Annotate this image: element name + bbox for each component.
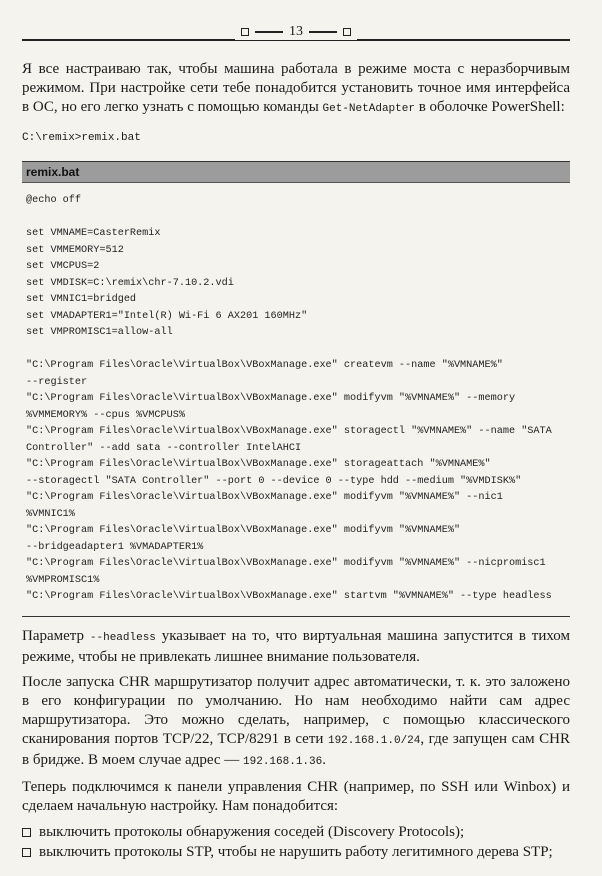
body-text [22, 627, 570, 862]
code-line: set VMADAPTER1="Intel(R) Wi-Fi 6 AX201 160MHz" [26, 310, 308, 322]
page-header [22, 0, 570, 46]
para1-text: Параметр [22, 627, 90, 644]
code-line: @echo off [26, 195, 82, 206]
code-line: Controller" --add sata --controller IntelAHCI [26, 442, 302, 454]
para2-text: После запуска CHR маршрутизатор получит адрес автоматически, т. к. это заложено в его конфигурации по умолчанию. Но нам необходимо найти сам адрес маршрутизатора. Это можно сделать, например, с помощью классического сканирования портов TCP/22, TCP/8291 в сети [22, 673, 570, 747]
code-line: %VMNIC1% [26, 508, 75, 520]
page-number: 13 [289, 24, 303, 39]
code-line: --storagectl "SATA Controller" --port 0 --device 0 --type hdd --medium "%VMDISK%" [26, 475, 522, 487]
para2-address-code: 192.168.1.36 [243, 755, 323, 768]
paragraph-headless [22, 627, 570, 667]
code-line: "C:\Program Files\Oracle\VirtualBox\VBoxManage.exe" modifyvm "%VMNAME%" --nicpromisc1 [26, 558, 546, 569]
para1-text-end: указывает на то, что виртуальная машина запустится в тихом режиме, чтобы не привлекать лишнее внимание пользователя. [22, 627, 570, 665]
intro-text: Я все настраиваю так, чтобы машина работала в режиме моста с неразборчивым режимом. При настройке сети тебе понадобится установить точное имя интерфейса в ОС, но его легко узнать с помощью команды [22, 61, 570, 115]
code-line: "C:\Program Files\Oracle\VirtualBox\VBoxManage.exe" modifyvm "%VMNAME%" --memory [26, 393, 516, 404]
code-line: set VMMEMORY=512 [26, 244, 124, 256]
intro-command: Get-NetAdapter [322, 103, 415, 115]
bullet-square-icon [22, 828, 31, 837]
code-line: "C:\Program Files\Oracle\VirtualBox\VBoxManage.exe" storageattach "%VMNAME%" [26, 459, 491, 470]
paragraph-connect: Теперь подключимся к панели управления CHR (например, по SSH или Winbox) и сделаем начальную настройку. Нам понадобится: [22, 778, 570, 814]
code-line [26, 210, 570, 227]
code-line: set VMPROMISC1=allow-all [26, 327, 173, 338]
para2-text-mid: , где запущен сам CHR в бридже. В моем случае адрес — [22, 730, 570, 768]
bullet-square-icon [22, 848, 31, 857]
code-line: set VMNIC1=bridged [26, 294, 137, 305]
code-line: %VMMEMORY% --cpus %VMCPUS% [26, 409, 185, 421]
code-line: set VMCPUS=2 [26, 261, 100, 272]
code-line: "C:\Program Files\Oracle\VirtualBox\VBoxManage.exe" modifyvm "%VMNAME%" [26, 525, 461, 536]
header-dash-right [309, 31, 337, 33]
intro-paragraph [22, 60, 570, 119]
header-square-right-icon [343, 28, 351, 36]
para2-network-code: 192.168.1.0/24 [327, 734, 421, 747]
book-page [22, 0, 570, 862]
code-line: "C:\Program Files\Oracle\VirtualBox\VBoxManage.exe" startvm "%VMNAME%" --type headless [26, 591, 552, 602]
intro-text-end: в оболочке PowerShell: [414, 99, 565, 115]
list-item [22, 842, 570, 862]
code-listing [26, 193, 570, 606]
header-dash-left [255, 31, 283, 33]
code-line: --register [26, 376, 88, 388]
code-listing-title: remix.bat [22, 161, 570, 183]
code-line: set VMDISK=C:\remix\chr-7.10.2.vdi [26, 277, 234, 289]
code-line: "C:\Program Files\Oracle\VirtualBox\VBoxManage.exe" createvm --name "%VMNAME%" [26, 360, 503, 371]
code-line: --bridgeadapter1 %VMADAPTER1% [26, 541, 204, 553]
page-number-block [22, 24, 570, 41]
code-line [26, 342, 570, 359]
code-listing-end-rule [22, 616, 570, 617]
list-item [22, 822, 570, 842]
command-prompt-line: C:\remix>remix.bat [22, 132, 141, 144]
paragraph-router-address [22, 673, 570, 772]
code-line: "C:\Program Files\Oracle\VirtualBox\VBoxManage.exe" modifyvm "%VMNAME%" --nic1 [26, 492, 503, 503]
code-line: set VMNAME=CasterRemix [26, 228, 161, 239]
list-item-text: выключить протоколы обнаружения соседей (Discovery Protocols); [39, 823, 465, 840]
para1-code: --headless [89, 631, 156, 644]
para2-text-end: . [322, 751, 326, 768]
code-line: %VMPROMISC1% [26, 574, 100, 586]
header-square-left-icon [241, 28, 249, 36]
code-line: "C:\Program Files\Oracle\VirtualBox\VBoxManage.exe" storagectl "%VMNAME%" --name "SATA [26, 426, 552, 437]
requirements-list [22, 822, 570, 862]
list-item-text: выключить протоколы STP, чтобы не нарушить работу легитимного дерева STP; [39, 843, 553, 860]
